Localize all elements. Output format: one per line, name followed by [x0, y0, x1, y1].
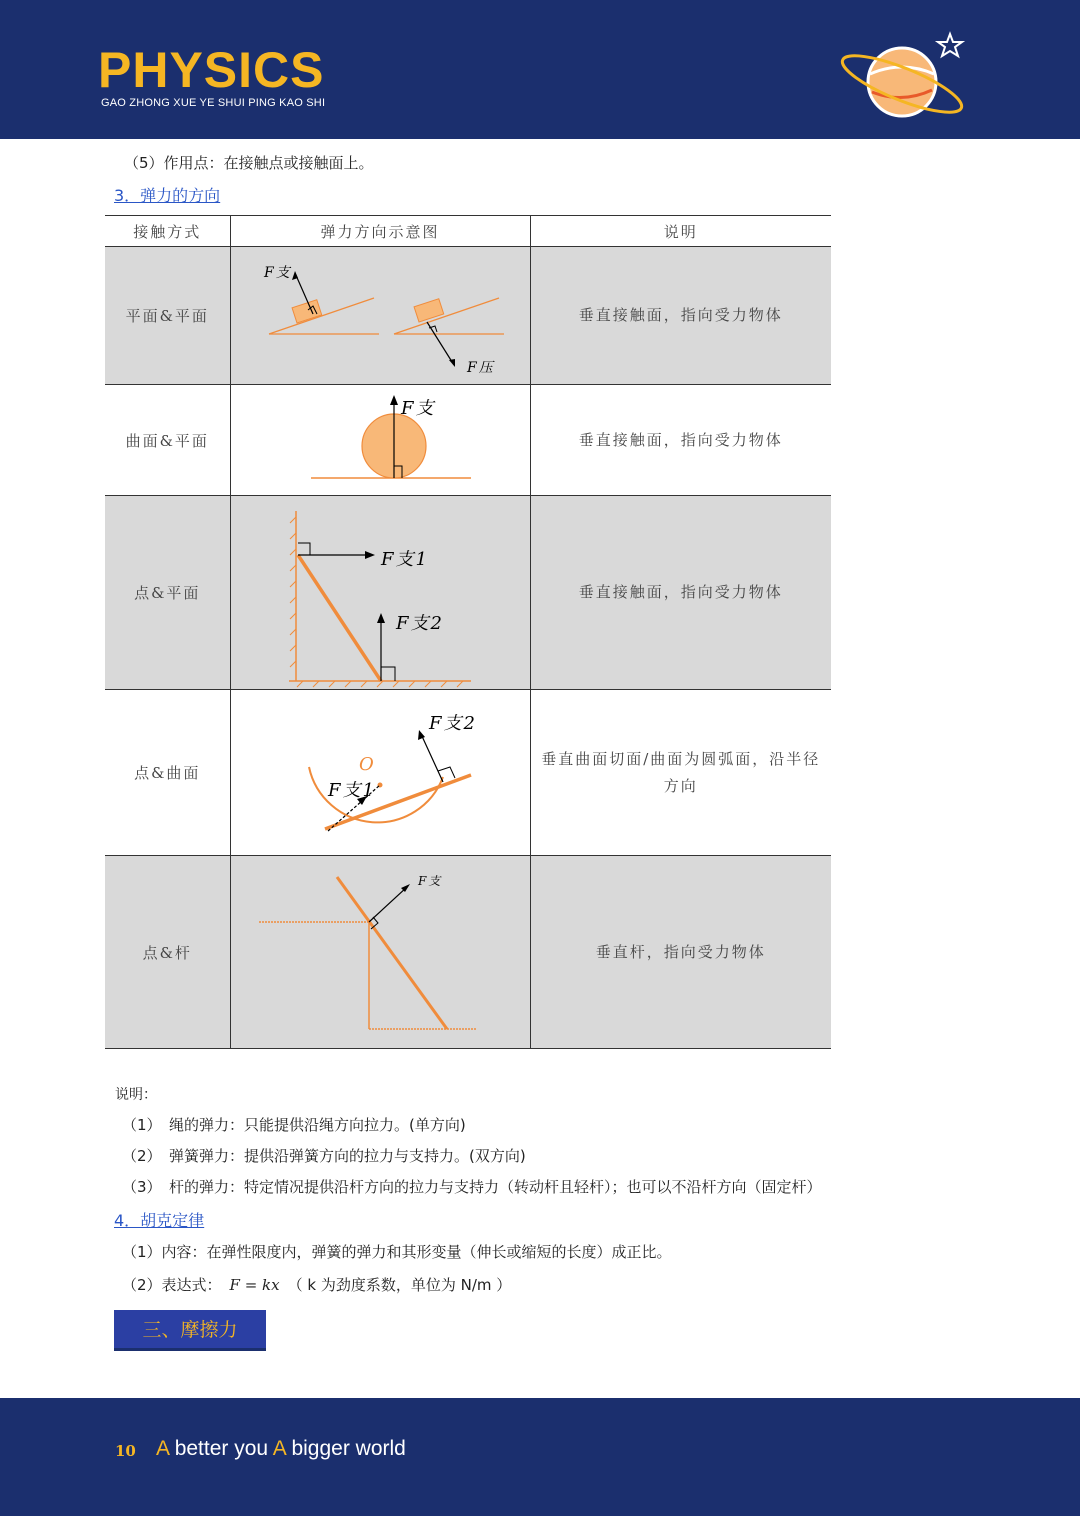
- slogan-a1: A: [156, 1437, 169, 1460]
- diagram-cell: [230, 496, 530, 690]
- footer-slogan: [156, 1437, 406, 1461]
- contact-type-cell: 平面&平面: [105, 247, 230, 385]
- table-row: [105, 856, 831, 1049]
- note-item: （3） 杆的弹力：特定情况提供沿杆方向的拉力与支持力（转动杆且轻杆）；也可以不沿杆方向（固定杆）: [122, 1178, 822, 1196]
- intro-line: （5）作用点：在接触点或接触面上。: [124, 154, 374, 172]
- f-support-label: F支: [263, 264, 292, 281]
- hooke-content: （1）内容：在弹性限度内，弹簧的弹力和其形变量（伸长或缩短的长度）成正比。: [122, 1243, 672, 1261]
- table-row: [105, 496, 831, 690]
- f-support-label: F支: [417, 873, 442, 888]
- point-rod-diagram: [231, 857, 531, 1048]
- contact-type-cell: 点&平面: [105, 496, 230, 690]
- diagram-cell: [230, 690, 530, 856]
- page-number: 10: [115, 1442, 136, 1460]
- section-banner-friction: 三、摩擦力: [114, 1310, 266, 1351]
- diagram-cell: [230, 247, 530, 385]
- explanation-cell: 垂直接触面，指向受力物体: [530, 385, 831, 496]
- f-support-2-label: F支2: [428, 712, 477, 734]
- header-diagram: 弹力方向示意图: [230, 216, 530, 247]
- header-contact-type: 接触方式: [105, 216, 230, 247]
- force-direction-table: [105, 215, 831, 1049]
- contact-type-cell: 曲面&平面: [105, 385, 230, 496]
- center-o-label: O: [358, 753, 376, 775]
- f-support-1-label: F支1: [327, 779, 376, 801]
- slogan-part2: bigger world: [285, 1437, 406, 1460]
- explanation-cell: 垂直接触面，指向受力物体: [530, 496, 831, 690]
- notes-title: 说明：: [115, 1087, 157, 1103]
- hooke-formula: F = kx: [229, 1276, 280, 1294]
- hooke-expression: [122, 1274, 511, 1295]
- contact-type-cell: 点&曲面: [105, 690, 230, 856]
- table-header-row: [105, 216, 831, 247]
- curve-plane-diagram: [231, 385, 531, 495]
- contact-type-cell: 点&杆: [105, 856, 230, 1049]
- header-explanation: 说明: [530, 216, 831, 247]
- explanation-cell: 垂直曲面切面/曲面为圆弧面，沿半径方向: [530, 690, 831, 856]
- planet-with-star-icon: [836, 30, 968, 130]
- section-3-heading[interactable]: 3．弹力的方向: [114, 186, 221, 205]
- point-plane-diagram: [231, 497, 531, 689]
- f-support-label: F支: [400, 398, 435, 419]
- page-header: [0, 0, 1080, 139]
- table-row: [105, 690, 831, 856]
- note-item: （1） 绳的弹力：只能提供沿绳方向拉力。(单方向): [122, 1116, 466, 1134]
- explanation-cell: 垂直杆，指向受力物体: [530, 856, 831, 1049]
- diagram-cell: [230, 385, 530, 496]
- f-support-1-label: F支1: [380, 548, 429, 570]
- brand-subtitle: GAO ZHONG XUE YE SHUI PING KAO SHI: [101, 97, 326, 109]
- expression-note: （ k 为劲度系数，单位为 N/m ）: [287, 1276, 512, 1294]
- f-pressure-label: F压: [466, 359, 495, 376]
- note-item: （2） 弹簧弹力：提供沿弹簧方向的拉力与支持力。(双方向): [122, 1147, 526, 1165]
- point-curve-diagram: [231, 691, 531, 855]
- table-row: [105, 385, 831, 496]
- diagram-cell: [230, 856, 530, 1049]
- plane-plane-diagram: [231, 248, 531, 384]
- slogan-part1: better you: [168, 1437, 273, 1460]
- table-row: [105, 247, 831, 385]
- expression-prefix: （2）表达式：: [122, 1276, 222, 1294]
- slogan-a2: A: [272, 1437, 286, 1460]
- f-support-2-label: F支2: [395, 612, 444, 634]
- section-4-heading[interactable]: 4．胡克定律: [114, 1211, 205, 1230]
- brand-title: PHYSICS: [98, 42, 325, 98]
- explanation-cell: 垂直接触面，指向受力物体: [530, 247, 831, 385]
